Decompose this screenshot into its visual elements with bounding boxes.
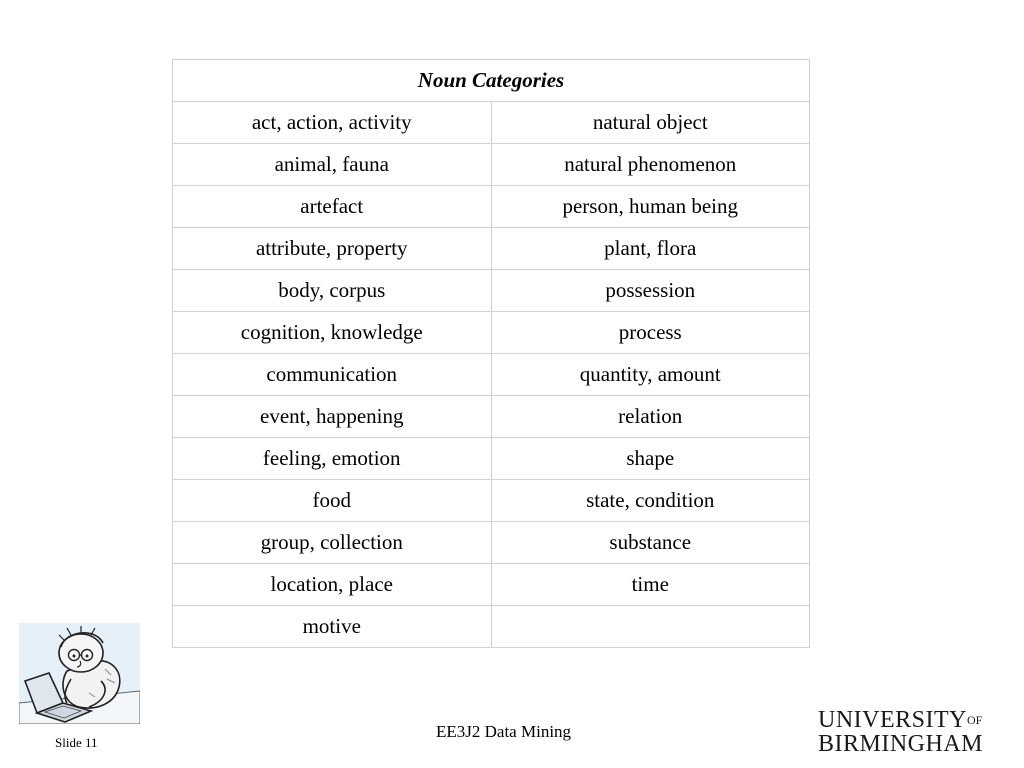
category-cell-right: time: [491, 564, 810, 606]
category-cell-left: communication: [173, 354, 492, 396]
table-row: [173, 102, 810, 144]
category-cell-left: act, action, activity: [173, 102, 492, 144]
logo-line-1: $UNIVERSITY^{OF}$: [818, 707, 983, 733]
course-title: EE3J2 Data Mining: [436, 722, 572, 741]
table-row: [173, 228, 810, 270]
category-cell-left: motive: [173, 606, 492, 648]
category-cell-left: artefact: [173, 186, 492, 228]
category-cell-left: food: [173, 480, 492, 522]
category-cell-left: body, corpus: [173, 270, 492, 312]
category-cell-right: person, human being: [491, 186, 810, 228]
table-row: [173, 564, 810, 606]
category-cell-right: process: [491, 312, 810, 354]
table-row: [173, 606, 810, 648]
table-row: [173, 144, 810, 186]
category-cell-right: substance: [491, 522, 810, 564]
category-cell-left: feeling, emotion: [173, 438, 492, 480]
table-row: [173, 312, 810, 354]
category-cell-right: quantity, amount: [491, 354, 810, 396]
noun-categories-table-wrap: [172, 59, 810, 648]
category-cell-left: attribute, property: [173, 228, 492, 270]
category-cell-left: cognition, knowledge: [173, 312, 492, 354]
table-row: [173, 480, 810, 522]
table-row: [173, 438, 810, 480]
category-cell-right: natural phenomenon: [491, 144, 810, 186]
slide-number: Slide 11: [55, 735, 98, 750]
category-cell-left: event, happening: [173, 396, 492, 438]
table-row: [173, 396, 810, 438]
category-cell-left: location, place: [173, 564, 492, 606]
table-row: [173, 522, 810, 564]
table-row: [173, 186, 810, 228]
cartoon-image: [19, 623, 140, 724]
table-row: [173, 354, 810, 396]
category-cell-left: group, collection: [173, 522, 492, 564]
noun-categories-table: [172, 59, 810, 648]
category-cell-right: [491, 606, 810, 648]
category-cell-right: possession: [491, 270, 810, 312]
cartoon-professor-laptop-icon: [19, 623, 140, 724]
logo-line-2: BIRMINGHAM: [818, 731, 984, 757]
category-cell-right: shape: [491, 438, 810, 480]
category-cell-left: animal, fauna: [173, 144, 492, 186]
university-logo: [818, 708, 983, 756]
category-cell-right: state, condition: [491, 480, 810, 522]
category-cell-right: plant, flora: [491, 228, 810, 270]
category-cell-right: natural object: [491, 102, 810, 144]
category-cell-right: relation: [491, 396, 810, 438]
table-row: [173, 270, 810, 312]
table-title: Noun Categories: [173, 60, 810, 102]
table-header-row: [173, 60, 810, 102]
